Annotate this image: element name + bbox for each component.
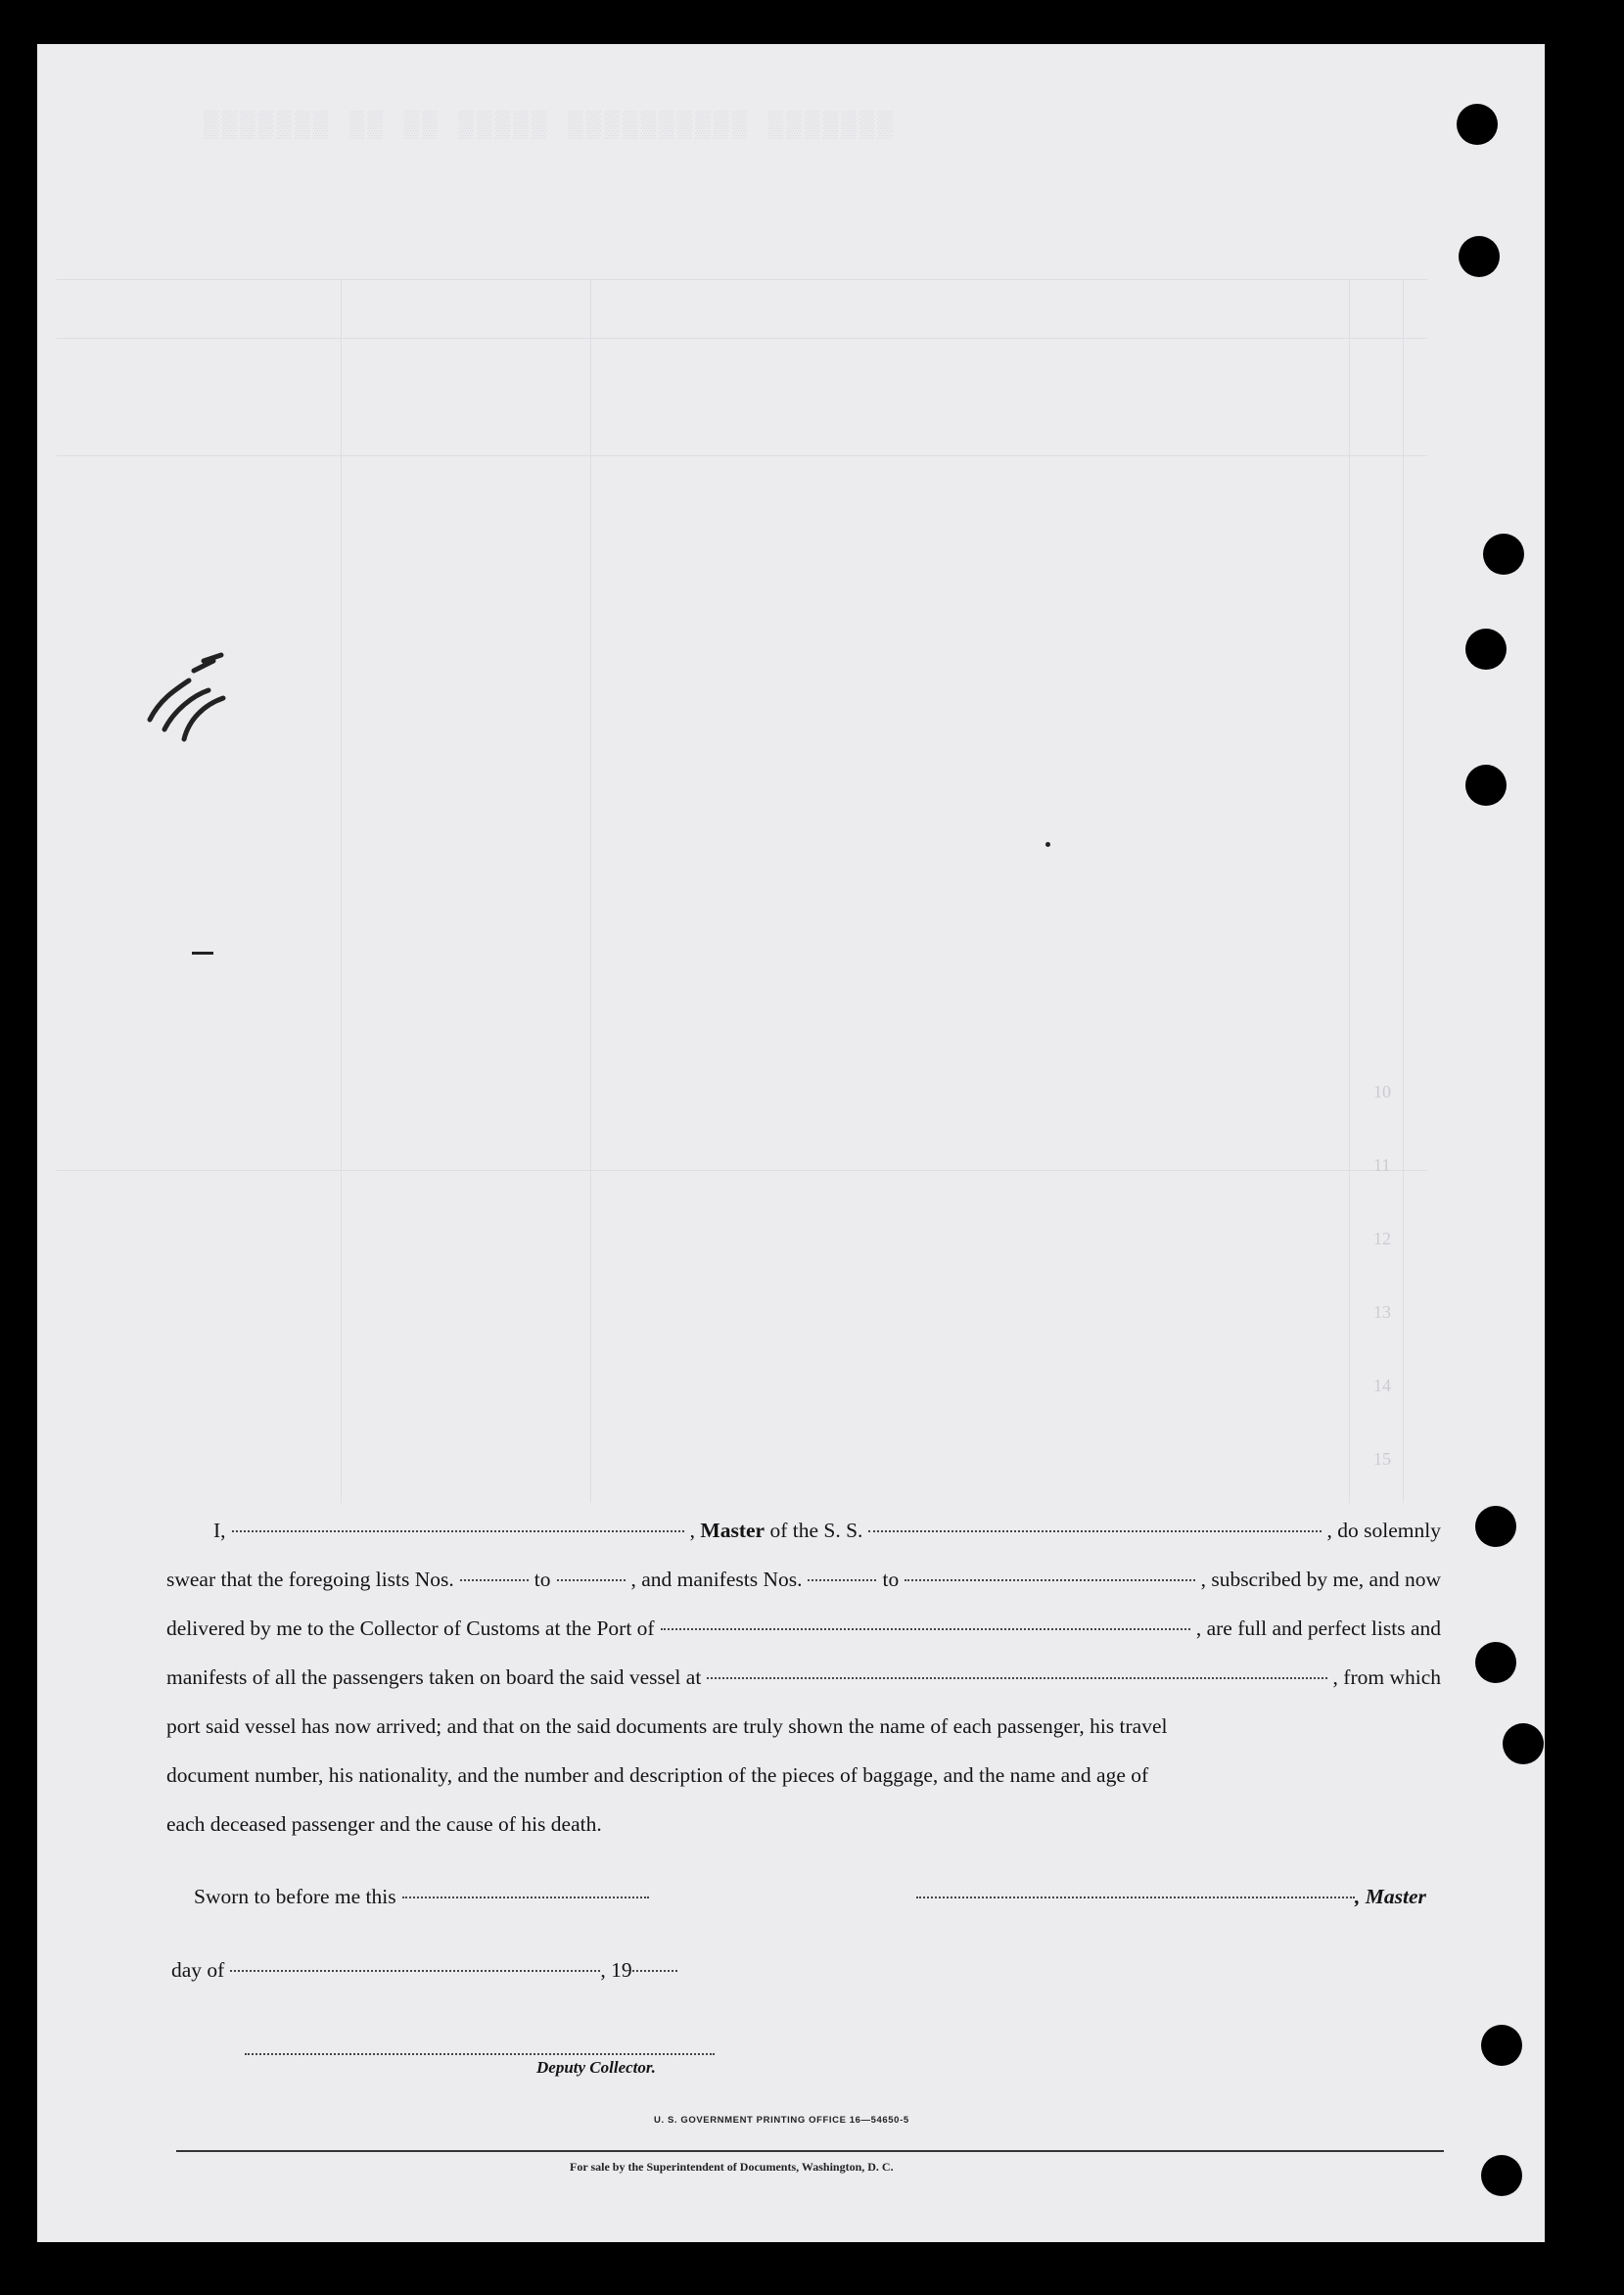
footer-rule [176, 2150, 1444, 2152]
ghost-rule [57, 338, 1427, 339]
faint-row-number: 13 [1373, 1302, 1391, 1322]
oath-line-4 [166, 1653, 1441, 1702]
punch-hole-icon [1481, 2025, 1522, 2066]
printing-office-imprint: U. S. GOVERNMENT PRINTING OFFICE 16—54650-5 [654, 2115, 909, 2126]
oath-text: I, [213, 1519, 226, 1542]
oath-text: to [534, 1568, 551, 1591]
list-from-field[interactable] [460, 1579, 529, 1581]
oath-text: , Master of the S. S. [689, 1519, 863, 1542]
ghost-column [1349, 279, 1350, 1503]
for-sale-notice: For sale by the Superintendent of Documents, Washington, D. C. [570, 2160, 894, 2174]
list-to-field[interactable] [557, 1579, 626, 1581]
master-name-field[interactable] [232, 1530, 684, 1532]
punch-hole-icon [1483, 534, 1524, 575]
punch-hole-icon [1459, 236, 1500, 277]
punch-hole-icon [1475, 1642, 1516, 1683]
punch-hole-icon [1475, 1506, 1516, 1547]
faint-row-number: 11 [1373, 1155, 1391, 1175]
master-signature-field[interactable] [916, 1897, 1355, 1898]
oath-text: , do solemnly [1326, 1519, 1442, 1542]
master-signature-line [910, 1885, 1426, 1909]
ghost-column [590, 279, 591, 1503]
ghost-rule [57, 279, 1427, 280]
deputy-signature-field[interactable] [245, 2053, 715, 2055]
deputy-collector-label: Deputy Collector. [536, 2058, 656, 2077]
oath-text: , from which [1332, 1665, 1441, 1689]
manifest-from-field[interactable] [808, 1579, 876, 1581]
faint-row-number: 10 [1373, 1082, 1391, 1101]
oath-paragraph [166, 1506, 1441, 1849]
oath-text: , subscribed by me, and now [1200, 1568, 1441, 1591]
manifest-to-field[interactable] [905, 1579, 1194, 1581]
sworn-line [194, 1885, 655, 1909]
year-label: , 19 [600, 1958, 632, 1982]
oath-line-3 [166, 1604, 1441, 1653]
faint-row-number: 15 [1373, 1449, 1391, 1469]
oath-text: document number, his nationality, and the number and description of the pieces of baggage, and the name and age of [166, 1763, 1149, 1787]
ghost-rule [57, 1170, 1427, 1171]
oath-line-5 [166, 1702, 1441, 1751]
oath-line-2 [166, 1555, 1441, 1604]
punch-hole-icon [1481, 2155, 1522, 2196]
month-field[interactable] [230, 1970, 600, 1972]
ghost-column [1403, 279, 1404, 1503]
punch-hole-icon [1503, 1723, 1544, 1764]
stray-mark [192, 952, 213, 955]
day-of-label: day of [171, 1958, 225, 1982]
oath-text: , and manifests Nos. [630, 1568, 803, 1591]
oath-text: port said vessel has now arrived; and that on the said documents are truly shown the name of each passenger, his travel [166, 1714, 1168, 1738]
sworn-label: Sworn to before me this [194, 1885, 396, 1908]
handwritten-mark [106, 612, 253, 808]
punch-hole-icon [1465, 629, 1507, 670]
punch-hole-icon [1457, 104, 1498, 145]
master-label: , Master [1355, 1885, 1426, 1908]
sworn-date-field[interactable] [402, 1897, 649, 1898]
day-of-line [171, 1958, 683, 1983]
ghost-column [341, 279, 342, 1503]
ghost-header-text: ▒▒▒▒▒▒▒ ▒▒ ▒▒ ▒▒▒▒▒ ▒▒▒▒▒▒▒▒▒▒ ▒▒▒▒▒▒▒ [204, 111, 896, 140]
oath-text: each deceased passenger and the cause of his death. [166, 1812, 602, 1836]
port-field[interactable] [661, 1628, 1190, 1630]
oath-line-7 [166, 1800, 1441, 1849]
oath-text: manifests of all the passengers taken on board the said vessel at [166, 1665, 702, 1689]
faint-row-number: 12 [1373, 1229, 1391, 1248]
stray-dot [1045, 842, 1050, 847]
ghost-rule [57, 455, 1427, 456]
oath-text: , are full and perfect lists and [1195, 1616, 1441, 1640]
oath-text: swear that the foregoing lists Nos. [166, 1568, 454, 1591]
faint-row-number: 14 [1373, 1376, 1391, 1395]
form-page [37, 44, 1545, 2242]
oath-line-6 [166, 1751, 1441, 1800]
year-field[interactable] [632, 1970, 677, 1972]
oath-line-1 [166, 1506, 1441, 1555]
departure-port-field[interactable] [707, 1677, 1326, 1679]
oath-text: to [882, 1568, 900, 1591]
vessel-name-field[interactable] [868, 1530, 1321, 1532]
oath-text: delivered by me to the Collector of Customs at the Port of [166, 1616, 655, 1640]
punch-hole-icon [1465, 765, 1507, 806]
